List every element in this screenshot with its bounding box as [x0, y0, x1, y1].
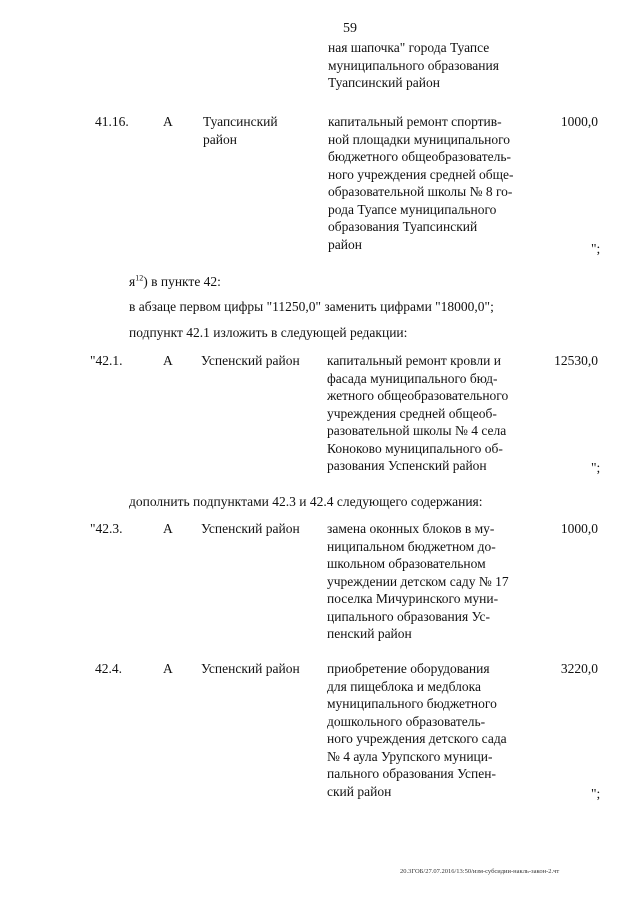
row-number: "42.1.	[90, 353, 123, 368]
row-description	[328, 113, 532, 253]
row-amount: 1000,0	[560, 114, 598, 129]
row-end-mark: ";	[591, 241, 601, 256]
continuation-description	[328, 39, 532, 92]
row-number: 41.16.	[95, 114, 129, 129]
description-line: замена оконных блоков в му-	[327, 521, 495, 536]
description-line: ниципальном бюджетном до-	[327, 538, 496, 554]
description-line: учреждении детском саду № 17	[327, 573, 509, 589]
description-line: ский район	[327, 783, 392, 799]
description-line: поселка Мичуринского муни-	[327, 591, 499, 606]
description-line: Туапсинский район	[328, 75, 440, 90]
document-footer: 20.3ГОБ/27.07.2016/13:50/изм-субсидии-накль-закон-2.чт	[400, 868, 560, 875]
row-amount: 3220,0	[560, 661, 598, 676]
row-amount: 12530,0	[554, 353, 598, 368]
row-letter: А	[163, 353, 173, 368]
description-line: дошкольного образователь-	[327, 713, 486, 729]
description-line: муниципального бюджетного	[327, 696, 497, 711]
description-line: образовательной школы № 8 го-	[328, 184, 513, 199]
row-district: Успенский район	[201, 353, 300, 368]
row-end-mark: ";	[591, 460, 601, 475]
item-text: ) в пункте 42:	[143, 274, 221, 289]
description-line: фасада муниципального бюд-	[327, 370, 498, 386]
row-district: Успенский район	[201, 661, 300, 676]
paragraph-dopolnit: дополнить подпунктами 42.3 и 42.4 следующего содержания:	[129, 494, 483, 509]
district-line: район	[203, 131, 237, 147]
description-line: школьном образовательном	[327, 556, 486, 571]
district-line: Туапсинский	[203, 114, 278, 129]
row-number: 42.4.	[95, 661, 122, 676]
description-line: ного учреждения средней обще-	[328, 166, 514, 182]
paragraph-abzac: в абзаце первом цифры "11250,0" заменить цифрами "18000,0";	[129, 299, 494, 314]
row-amount: 1000,0	[560, 521, 598, 536]
description-line: приобретение оборудования	[327, 661, 490, 676]
description-line: капитальный ремонт кровли и	[327, 353, 501, 368]
item-letter: я	[129, 274, 136, 289]
description-line: Коноково муниципального об-	[327, 440, 503, 456]
description-line: бюджетного общеобразователь-	[328, 149, 511, 164]
row-district: Успенский район	[201, 521, 300, 536]
row-description	[327, 352, 531, 475]
description-line: учреждения средней общеоб-	[327, 405, 497, 421]
row-description	[327, 520, 531, 643]
description-line: капитальный ремонт спортив-	[328, 114, 502, 129]
page-number: 59	[343, 21, 357, 36]
description-line: для пищеблока и медблока	[327, 678, 481, 694]
description-line: рода Туапсе муниципального	[328, 201, 497, 217]
description-line: ной площадки муниципального	[328, 131, 511, 147]
description-line: муниципального образования	[328, 57, 499, 73]
description-line: пенский район	[327, 626, 412, 641]
row-letter: А	[163, 661, 173, 676]
description-line: разовательной школы № 4 села	[327, 423, 507, 438]
description-line: жетного общеобразовательного	[327, 388, 509, 403]
item-superscript: 12	[135, 273, 144, 283]
row-number: "42.3.	[90, 521, 123, 536]
row-district	[203, 113, 278, 148]
description-line: пального образования Успен-	[327, 766, 496, 781]
row-letter: А	[163, 114, 173, 129]
description-line: ципального образования Ус-	[327, 608, 490, 624]
description-line: ная шапочка" города Туапсе	[328, 40, 490, 55]
row-description	[327, 660, 531, 800]
description-line: № 4 аула Урупского муници-	[327, 748, 493, 764]
paragraph-item-ya12	[129, 273, 221, 291]
paragraph-podpunkt: подпункт 42.1 изложить в следующей редакции:	[129, 325, 408, 340]
description-line: разования Успенский район	[327, 458, 487, 473]
row-end-mark: ";	[591, 786, 601, 801]
row-letter: А	[163, 521, 173, 536]
description-line: ного учреждения детского сада	[327, 731, 507, 746]
description-line: образования Туапсинский	[328, 219, 478, 234]
description-line: район	[328, 236, 362, 252]
